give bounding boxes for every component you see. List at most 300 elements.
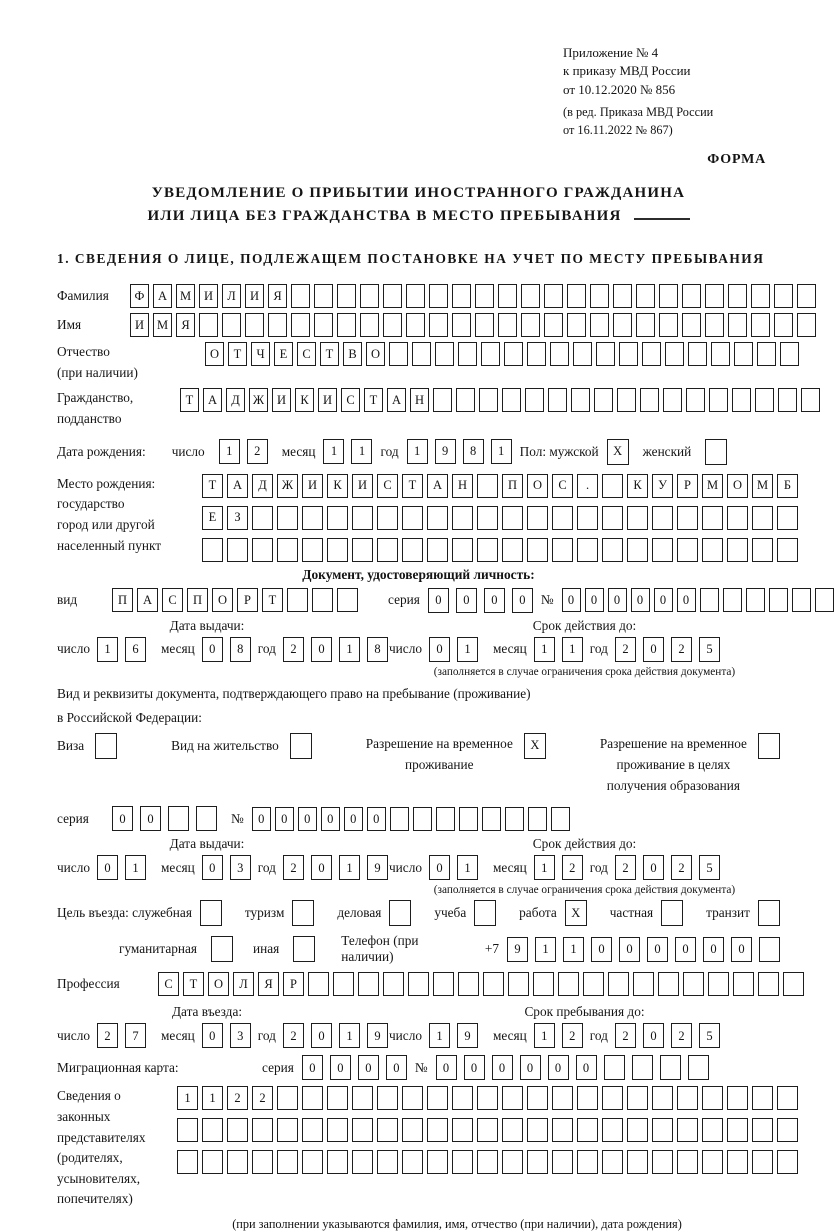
char-box[interactable]	[360, 284, 379, 308]
char-box[interactable]	[552, 538, 573, 562]
char-box[interactable]: О	[727, 474, 748, 498]
char-box[interactable]	[659, 284, 678, 308]
char-box[interactable]	[202, 538, 223, 562]
stay-day-field[interactable]	[429, 1023, 478, 1048]
char-box[interactable]: И	[245, 284, 264, 308]
char-box[interactable]	[302, 1150, 323, 1174]
char-box[interactable]	[752, 1086, 773, 1110]
char-box[interactable]	[702, 506, 723, 530]
permit-valid-year-field[interactable]	[615, 855, 720, 880]
char-box[interactable]	[627, 1086, 648, 1110]
char-box[interactable]: О	[212, 588, 233, 612]
char-box[interactable]: Т	[180, 388, 199, 412]
char-box[interactable]	[505, 807, 524, 831]
char-box[interactable]: Т	[228, 342, 247, 366]
char-box[interactable]: Р	[677, 474, 698, 498]
birth-place-field-2[interactable]	[202, 506, 798, 530]
char-box[interactable]	[700, 588, 719, 612]
char-box[interactable]: 7	[125, 1023, 146, 1048]
char-box[interactable]: 1	[323, 439, 344, 464]
char-box[interactable]: 0	[202, 1023, 223, 1048]
char-box[interactable]: 0	[367, 807, 386, 831]
char-box[interactable]	[688, 342, 707, 366]
char-box[interactable]	[663, 388, 682, 412]
entry-year-field[interactable]	[283, 1023, 388, 1048]
char-box[interactable]	[777, 538, 798, 562]
char-box[interactable]	[602, 1150, 623, 1174]
char-box[interactable]	[702, 1086, 723, 1110]
stay-year-field[interactable]	[615, 1023, 720, 1048]
char-box[interactable]	[302, 506, 323, 530]
surname-field[interactable]	[130, 284, 816, 308]
char-box[interactable]	[613, 284, 632, 308]
char-box[interactable]: 0	[512, 588, 533, 613]
char-box[interactable]	[245, 313, 264, 337]
char-box[interactable]: 3	[230, 1023, 251, 1048]
char-box[interactable]	[483, 972, 504, 996]
char-box[interactable]	[752, 506, 773, 530]
birth-year-field[interactable]	[407, 439, 512, 464]
char-box[interactable]: Ж	[277, 474, 298, 498]
char-box[interactable]: А	[153, 284, 172, 308]
char-box[interactable]: Е	[274, 342, 293, 366]
char-box[interactable]: А	[203, 388, 222, 412]
char-box[interactable]	[302, 1086, 323, 1110]
char-box[interactable]	[751, 284, 770, 308]
char-box[interactable]: К	[627, 474, 648, 498]
char-box[interactable]: Я	[258, 972, 279, 996]
legal-reps-field-1[interactable]	[177, 1086, 798, 1110]
char-box[interactable]: Д	[226, 388, 245, 412]
char-box[interactable]: X	[607, 439, 629, 465]
char-box[interactable]	[477, 506, 498, 530]
char-box[interactable]: 1	[534, 855, 555, 880]
char-box[interactable]	[479, 388, 498, 412]
char-box[interactable]: 0	[643, 855, 664, 880]
char-box[interactable]	[521, 284, 540, 308]
doc-valid-day-field[interactable]	[429, 637, 478, 662]
char-box[interactable]: 1	[202, 1086, 223, 1110]
char-box[interactable]	[746, 588, 765, 612]
char-box[interactable]	[677, 538, 698, 562]
doc-issue-day-field[interactable]	[97, 637, 146, 662]
char-box[interactable]: 0	[548, 1055, 569, 1080]
mig-series-field[interactable]	[302, 1055, 407, 1080]
given-name-field[interactable]	[130, 313, 816, 337]
legal-reps-field-3[interactable]	[177, 1150, 798, 1174]
char-box[interactable]: П	[187, 588, 208, 612]
purpose-tourism-checkbox[interactable]	[292, 900, 314, 926]
purpose-study-checkbox[interactable]	[474, 900, 496, 926]
char-box[interactable]: И	[302, 474, 323, 498]
char-box[interactable]: 0	[97, 855, 118, 880]
char-box[interactable]	[95, 733, 117, 759]
char-box[interactable]	[567, 284, 586, 308]
char-box[interactable]	[727, 1086, 748, 1110]
char-box[interactable]	[452, 1150, 473, 1174]
char-box[interactable]	[777, 1086, 798, 1110]
char-box[interactable]: М	[153, 313, 172, 337]
char-box[interactable]: 1	[562, 637, 583, 662]
entry-day-field[interactable]	[97, 1023, 146, 1048]
permit-issue-day-field[interactable]	[97, 855, 146, 880]
char-box[interactable]	[652, 1118, 673, 1142]
char-box[interactable]	[577, 538, 598, 562]
char-box[interactable]	[752, 1118, 773, 1142]
char-box[interactable]	[528, 807, 547, 831]
char-box[interactable]: 2	[615, 855, 636, 880]
char-box[interactable]	[683, 972, 704, 996]
char-box[interactable]	[627, 538, 648, 562]
char-box[interactable]: У	[652, 474, 673, 498]
char-box[interactable]: 0	[275, 807, 294, 831]
char-box[interactable]: 9	[457, 1023, 478, 1048]
birth-day-field[interactable]	[219, 439, 268, 464]
char-box[interactable]: М	[752, 474, 773, 498]
char-box[interactable]	[571, 388, 590, 412]
char-box[interactable]	[268, 313, 287, 337]
char-box[interactable]	[778, 388, 797, 412]
char-box[interactable]: 9	[367, 1023, 388, 1048]
char-box[interactable]: X	[565, 900, 587, 926]
char-box[interactable]	[402, 538, 423, 562]
char-box[interactable]	[801, 388, 820, 412]
char-box[interactable]	[659, 313, 678, 337]
char-box[interactable]: 0	[252, 807, 271, 831]
char-box[interactable]	[291, 284, 310, 308]
visa-checkbox[interactable]	[95, 733, 117, 759]
char-box[interactable]	[314, 313, 333, 337]
char-box[interactable]	[733, 972, 754, 996]
char-box[interactable]: 2	[615, 637, 636, 662]
char-box[interactable]	[327, 538, 348, 562]
char-box[interactable]: 0	[358, 1055, 379, 1080]
char-box[interactable]	[751, 313, 770, 337]
char-box[interactable]: 2	[671, 1023, 692, 1048]
char-box[interactable]	[577, 506, 598, 530]
char-box[interactable]: 1	[97, 637, 118, 662]
char-box[interactable]: 0	[140, 806, 161, 831]
char-box[interactable]: 1	[457, 855, 478, 880]
char-box[interactable]: Ч	[251, 342, 270, 366]
birth-place-field-1[interactable]	[202, 474, 798, 498]
char-box[interactable]: 2	[615, 1023, 636, 1048]
char-box[interactable]	[757, 342, 776, 366]
char-box[interactable]	[797, 313, 816, 337]
purpose-transit-checkbox[interactable]	[758, 900, 780, 926]
char-box[interactable]	[502, 1150, 523, 1174]
char-box[interactable]	[727, 1118, 748, 1142]
char-box[interactable]: 1	[339, 1023, 360, 1048]
char-box[interactable]	[200, 900, 222, 926]
char-box[interactable]	[552, 1150, 573, 1174]
char-box[interactable]	[527, 342, 546, 366]
char-box[interactable]	[202, 1150, 223, 1174]
char-box[interactable]	[527, 1118, 548, 1142]
char-box[interactable]: Н	[452, 474, 473, 498]
char-box[interactable]: 1	[407, 439, 428, 464]
purpose-official-checkbox[interactable]	[200, 900, 222, 926]
char-box[interactable]	[211, 936, 233, 962]
char-box[interactable]: Б	[777, 474, 798, 498]
char-box[interactable]: 0	[302, 1055, 323, 1080]
char-box[interactable]: 0	[654, 588, 673, 612]
char-box[interactable]: Я	[176, 313, 195, 337]
char-box[interactable]: 0	[386, 1055, 407, 1080]
char-box[interactable]	[705, 313, 724, 337]
char-box[interactable]	[477, 538, 498, 562]
char-box[interactable]: 0	[562, 588, 581, 612]
char-box[interactable]	[427, 1150, 448, 1174]
char-box[interactable]	[291, 313, 310, 337]
char-box[interactable]: 1	[351, 439, 372, 464]
char-box[interactable]	[577, 1150, 598, 1174]
char-box[interactable]	[677, 1086, 698, 1110]
char-box[interactable]	[277, 1150, 298, 1174]
char-box[interactable]: 2	[227, 1086, 248, 1110]
char-box[interactable]	[652, 1086, 673, 1110]
char-box[interactable]	[548, 388, 567, 412]
char-box[interactable]: Н	[410, 388, 429, 412]
char-box[interactable]: Т	[320, 342, 339, 366]
char-box[interactable]	[617, 388, 636, 412]
char-box[interactable]	[327, 1118, 348, 1142]
char-box[interactable]	[498, 284, 517, 308]
char-box[interactable]	[558, 972, 579, 996]
mig-number-field[interactable]	[436, 1055, 709, 1080]
char-box[interactable]	[277, 538, 298, 562]
char-box[interactable]	[482, 807, 501, 831]
char-box[interactable]	[390, 807, 409, 831]
char-box[interactable]: 0	[456, 588, 477, 613]
char-box[interactable]	[602, 538, 623, 562]
char-box[interactable]: С	[162, 588, 183, 612]
char-box[interactable]	[360, 313, 379, 337]
char-box[interactable]: Т	[364, 388, 383, 412]
char-box[interactable]	[502, 506, 523, 530]
char-box[interactable]	[252, 538, 273, 562]
char-box[interactable]: 0	[321, 807, 340, 831]
char-box[interactable]: А	[137, 588, 158, 612]
char-box[interactable]	[312, 588, 333, 612]
purpose-business-checkbox[interactable]	[389, 900, 411, 926]
char-box[interactable]	[708, 972, 729, 996]
doc-issue-year-field[interactable]	[283, 637, 388, 662]
char-box[interactable]	[475, 284, 494, 308]
char-box[interactable]: 1	[534, 1023, 555, 1048]
char-box[interactable]	[777, 1150, 798, 1174]
char-box[interactable]	[602, 1118, 623, 1142]
char-box[interactable]	[458, 972, 479, 996]
char-box[interactable]: 2	[283, 855, 304, 880]
char-box[interactable]	[660, 1055, 681, 1080]
char-box[interactable]: 9	[435, 439, 456, 464]
char-box[interactable]	[677, 1150, 698, 1174]
char-box[interactable]: 0	[585, 588, 604, 612]
char-box[interactable]: X	[524, 733, 546, 759]
permit-valid-month-field[interactable]	[534, 855, 583, 880]
char-box[interactable]	[377, 1086, 398, 1110]
char-box[interactable]: 3	[230, 855, 251, 880]
char-box[interactable]	[527, 1150, 548, 1174]
char-box[interactable]	[783, 972, 804, 996]
char-box[interactable]	[619, 342, 638, 366]
char-box[interactable]: 0	[647, 937, 668, 962]
char-box[interactable]	[227, 1118, 248, 1142]
char-box[interactable]	[774, 284, 793, 308]
char-box[interactable]: 5	[699, 855, 720, 880]
char-box[interactable]	[627, 1118, 648, 1142]
birth-place-field-3[interactable]	[202, 538, 798, 562]
patronymic-field[interactable]	[205, 342, 799, 366]
char-box[interactable]	[383, 972, 404, 996]
char-box[interactable]: О	[366, 342, 385, 366]
char-box[interactable]: С	[552, 474, 573, 498]
char-box[interactable]	[456, 388, 475, 412]
doc-valid-year-field[interactable]	[615, 637, 720, 662]
char-box[interactable]: 2	[97, 1023, 118, 1048]
char-box[interactable]	[686, 388, 705, 412]
char-box[interactable]	[759, 937, 780, 962]
char-box[interactable]	[427, 1118, 448, 1142]
char-box[interactable]	[413, 807, 432, 831]
char-box[interactable]: 0	[492, 1055, 513, 1080]
char-box[interactable]	[755, 388, 774, 412]
char-box[interactable]	[702, 1150, 723, 1174]
char-box[interactable]	[452, 284, 471, 308]
char-box[interactable]: 8	[463, 439, 484, 464]
char-box[interactable]: К	[327, 474, 348, 498]
char-box[interactable]: 0	[608, 588, 627, 612]
char-box[interactable]	[427, 506, 448, 530]
permit-number-field[interactable]	[252, 807, 570, 831]
char-box[interactable]: 1	[125, 855, 146, 880]
char-box[interactable]: 0	[677, 588, 696, 612]
char-box[interactable]	[383, 313, 402, 337]
char-box[interactable]: 1	[339, 637, 360, 662]
char-box[interactable]	[389, 342, 408, 366]
char-box[interactable]	[177, 1150, 198, 1174]
char-box[interactable]	[758, 972, 779, 996]
char-box[interactable]	[277, 1086, 298, 1110]
purpose-other-checkbox[interactable]	[293, 936, 315, 962]
char-box[interactable]: 0	[330, 1055, 351, 1080]
entry-month-field[interactable]	[202, 1023, 251, 1048]
char-box[interactable]	[677, 1118, 698, 1142]
char-box[interactable]: 2	[671, 855, 692, 880]
char-box[interactable]	[406, 284, 425, 308]
char-box[interactable]: 0	[429, 637, 450, 662]
char-box[interactable]	[475, 313, 494, 337]
char-box[interactable]	[452, 506, 473, 530]
doc-issue-month-field[interactable]	[202, 637, 251, 662]
char-box[interactable]	[199, 313, 218, 337]
char-box[interactable]: О	[527, 474, 548, 498]
char-box[interactable]	[502, 1086, 523, 1110]
char-box[interactable]	[658, 972, 679, 996]
char-box[interactable]: 1	[563, 937, 584, 962]
char-box[interactable]	[627, 1150, 648, 1174]
birth-month-field[interactable]	[323, 439, 372, 464]
char-box[interactable]: 0	[643, 637, 664, 662]
char-box[interactable]: 0	[484, 588, 505, 613]
char-box[interactable]: 2	[247, 439, 268, 464]
char-box[interactable]: 0	[703, 937, 724, 962]
char-box[interactable]	[702, 538, 723, 562]
char-box[interactable]	[302, 538, 323, 562]
char-box[interactable]	[402, 1150, 423, 1174]
char-box[interactable]	[177, 1118, 198, 1142]
char-box[interactable]	[252, 506, 273, 530]
doc-number-field[interactable]	[562, 588, 834, 612]
char-box[interactable]	[352, 1150, 373, 1174]
char-box[interactable]	[337, 588, 358, 612]
char-box[interactable]	[590, 284, 609, 308]
char-box[interactable]	[682, 313, 701, 337]
char-box[interactable]: Р	[237, 588, 258, 612]
char-box[interactable]	[709, 388, 728, 412]
char-box[interactable]	[333, 972, 354, 996]
char-box[interactable]: 0	[591, 937, 612, 962]
char-box[interactable]	[608, 972, 629, 996]
char-box[interactable]	[577, 1118, 598, 1142]
char-box[interactable]: 8	[230, 637, 251, 662]
char-box[interactable]: 1	[219, 439, 240, 464]
char-box[interactable]: О	[208, 972, 229, 996]
char-box[interactable]: 1	[429, 1023, 450, 1048]
char-box[interactable]	[602, 474, 623, 498]
sex-female-checkbox[interactable]	[705, 439, 727, 465]
char-box[interactable]	[287, 588, 308, 612]
char-box[interactable]	[777, 506, 798, 530]
char-box[interactable]	[314, 284, 333, 308]
char-box[interactable]: А	[387, 388, 406, 412]
char-box[interactable]	[797, 284, 816, 308]
char-box[interactable]: 0	[464, 1055, 485, 1080]
char-box[interactable]: 0	[576, 1055, 597, 1080]
purpose-work-checkbox[interactable]	[565, 900, 587, 926]
char-box[interactable]	[577, 1086, 598, 1110]
char-box[interactable]	[552, 1086, 573, 1110]
char-box[interactable]	[682, 284, 701, 308]
char-box[interactable]: 0	[428, 588, 449, 613]
char-box[interactable]: М	[702, 474, 723, 498]
char-box[interactable]	[590, 313, 609, 337]
char-box[interactable]: Д	[252, 474, 273, 498]
char-box[interactable]	[552, 1118, 573, 1142]
char-box[interactable]: 0	[298, 807, 317, 831]
char-box[interactable]	[727, 538, 748, 562]
char-box[interactable]	[527, 538, 548, 562]
char-box[interactable]: Л	[222, 284, 241, 308]
char-box[interactable]	[728, 284, 747, 308]
char-box[interactable]	[389, 900, 411, 926]
permit-valid-day-field[interactable]	[429, 855, 478, 880]
char-box[interactable]: О	[205, 342, 224, 366]
char-box[interactable]	[433, 972, 454, 996]
char-box[interactable]	[652, 1150, 673, 1174]
residence-permit-checkbox[interactable]	[290, 733, 312, 759]
char-box[interactable]: П	[112, 588, 133, 612]
char-box[interactable]: 1	[491, 439, 512, 464]
char-box[interactable]	[477, 1150, 498, 1174]
char-box[interactable]	[302, 1118, 323, 1142]
doc-valid-month-field[interactable]	[534, 637, 583, 662]
char-box[interactable]	[502, 538, 523, 562]
char-box[interactable]: Т	[202, 474, 223, 498]
purpose-humanitarian-checkbox[interactable]	[211, 936, 233, 962]
doc-type-field[interactable]	[112, 588, 358, 612]
